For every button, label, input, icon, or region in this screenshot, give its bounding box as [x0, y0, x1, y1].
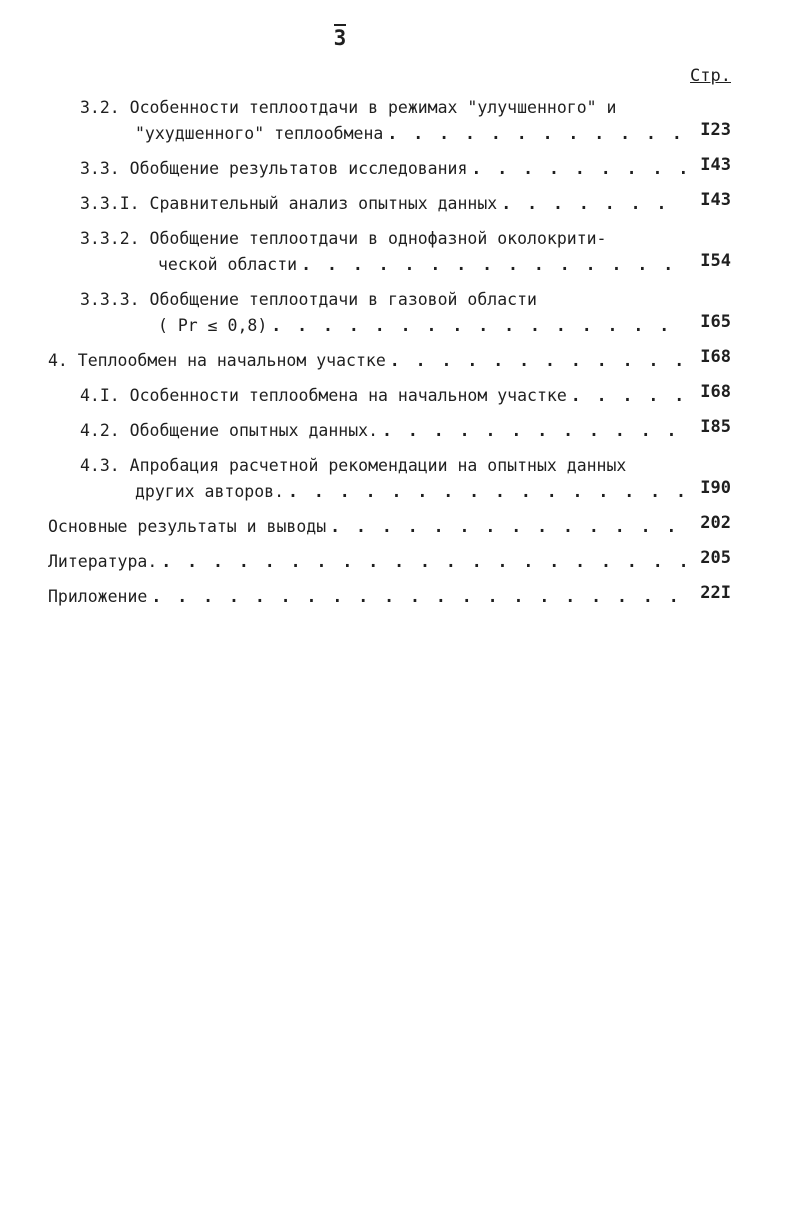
page-column-header: Стр.	[690, 66, 731, 86]
toc-entry-title: ( Pr ≤ 0,8)	[158, 316, 268, 335]
dot-leader	[501, 192, 685, 216]
toc-entry-title: 4. Теплообмен на начальном участке	[48, 351, 386, 370]
dot-leader	[271, 314, 685, 338]
toc-entry	[0, 288, 793, 338]
toc-entry	[0, 515, 793, 539]
toc-entry-title: других авторов.	[135, 482, 285, 501]
toc-entry-title: Приложение	[48, 587, 148, 606]
toc-page-number: I43	[700, 155, 731, 175]
toc-entry-title: 3.3.2. Обобщение теплоотдачи в однофазной околокрити-	[80, 229, 607, 248]
toc-page-number: I65	[700, 312, 731, 332]
dot-leader	[301, 253, 685, 277]
toc-page-number: I54	[700, 251, 731, 271]
toc-entry	[0, 349, 793, 373]
toc-entry	[0, 384, 793, 408]
dot-leader	[571, 384, 685, 408]
toc-entry	[0, 550, 793, 574]
toc-entry	[0, 192, 793, 216]
toc-page-number: I68	[700, 347, 731, 367]
toc-page-number: 202	[700, 513, 731, 533]
dot-leader	[330, 515, 685, 539]
table-of-contents	[0, 96, 793, 620]
dot-leader	[288, 480, 685, 504]
toc-page-number: I23	[700, 120, 731, 140]
toc-page-number: I68	[700, 382, 731, 402]
toc-entry-title: 4.3. Апробация расчетной рекомендации на опытных данных	[80, 456, 627, 475]
toc-entry-title: "ухудшенного" теплообмена	[135, 124, 384, 143]
dot-leader	[471, 157, 685, 181]
toc-entry-title: 3.3. Обобщение результатов исследования	[80, 159, 468, 178]
toc-entry-title: 3.3.3. Обобщение теплоотдачи в газовой области	[80, 290, 537, 309]
dot-leader	[382, 419, 685, 443]
toc-entry-title: 3.3.I. Сравнительный анализ опытных данных	[80, 194, 498, 213]
dot-leader	[387, 122, 685, 146]
toc-entry-title: 4.I. Особенности теплообмена на начальном участке	[80, 386, 567, 405]
dot-leader	[161, 550, 685, 574]
toc-page-number: 22I	[700, 583, 731, 603]
toc-entry	[0, 454, 793, 504]
dot-leader	[390, 349, 685, 373]
dot-leader	[151, 585, 685, 609]
toc-page-number: I85	[700, 417, 731, 437]
toc-entry	[0, 157, 793, 181]
toc-entry-title: 3.2. Особенности теплоотдачи в режимах "улучшенного" и	[80, 98, 617, 117]
toc-entry	[0, 585, 793, 609]
toc-page-number: 205	[700, 548, 731, 568]
page-number: 3	[333, 26, 347, 50]
toc-entry	[0, 419, 793, 443]
toc-page-number: I43	[700, 190, 731, 210]
toc-page-number: I90	[700, 478, 731, 498]
toc-entry	[0, 227, 793, 277]
toc-entry-title: Литература.	[48, 552, 158, 571]
toc-entry-title: 4.2. Обобщение опытных данных.	[80, 421, 379, 440]
toc-entry-title: Основные результаты и выводы	[48, 517, 327, 536]
toc-entry	[0, 96, 793, 146]
toc-entry-title: ческой области	[158, 255, 298, 274]
